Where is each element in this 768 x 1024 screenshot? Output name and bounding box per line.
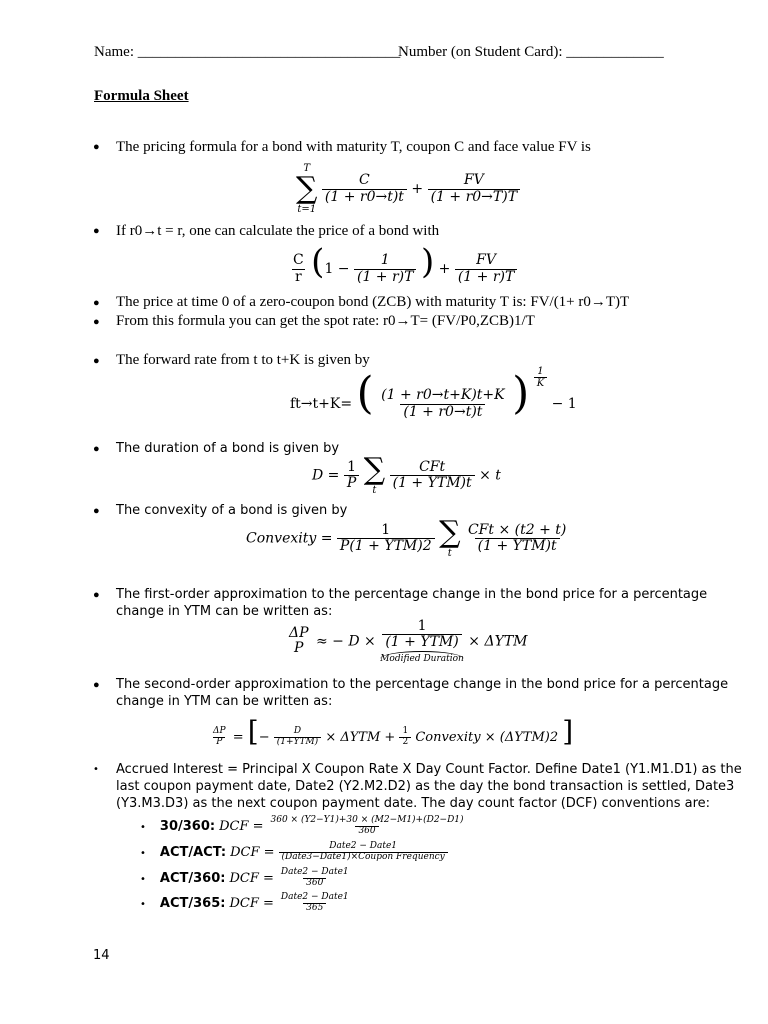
dcf-fraction: $\frac{360 \times (Y2-Y1)+30 \times (M2-M1)+(D2-D1)}{360}$	[270, 815, 464, 836]
first-order-text-2: change in YTM can be written as:	[116, 604, 333, 619]
bullet: ●	[93, 297, 100, 309]
dcf-lhs: DCF =	[219, 819, 264, 835]
dcf-lhs: DCF =	[230, 845, 275, 861]
spot-rate-text: From this formula you can get the spot rate: r0→T= (FV/P0,ZCB)1/T	[116, 313, 535, 329]
dcf-label: ACT/360:	[159, 871, 226, 887]
second-order-formula: $\frac{\Delta P}{P}$ = [− $\frac{D}{\text{(1+YTM)}}$ × ΔYTM + $\frac{1}{2}$ Convexity × (ΔYTM)2 ]	[213, 715, 574, 748]
bond-pricing-text: The pricing formula for a bond with maturity T, coupon C and face value FV is	[116, 139, 591, 155]
bullet: ●	[93, 316, 100, 328]
dcf-fraction: $\frac{\text{Date2 − Date1}}{\text{(Date3−Date1)×Coupon Frequency}}$	[279, 842, 448, 863]
bullet: ●	[93, 141, 100, 153]
bullet: •	[140, 848, 146, 860]
convexity-text: The convexity of a bond is given by	[116, 503, 348, 518]
student-number-label: Number (on Student Card): _____________	[398, 44, 664, 60]
dcf-item	[140, 868, 352, 889]
dcf-item	[140, 816, 467, 837]
bond-pricing-formula: T ∑ t=1 $\frac{C}{(1 + r0\to t)t}$ + $\frac{FV}{(1 + r0\to T)T}$	[296, 163, 520, 215]
first-order-text-1: The first-order approximation to the percentage change in the bond price for a percentage	[116, 587, 708, 602]
duration-formula: D = $\frac{1}{P}$ ∑ t $\frac{\text{CFt}}{\text{(1 + YTM)t}}$ × t	[312, 452, 501, 496]
bullet: ●	[93, 679, 100, 691]
dcf-fraction: $\frac{\text{Date2 − Date1}}{360}$	[280, 867, 349, 888]
dcf-label: ACT/365:	[159, 896, 226, 912]
first-order-formula: ΔP P ≈ − D × $\frac{1}{\text{(1 + YTM)}}$ Modified Duration × ΔYTM	[289, 618, 528, 664]
dcf-lhs: DCF =	[229, 896, 274, 912]
annuity-formula: $\frac{C}{r}$ (1 − $\frac{1}{(1 + r)T}$ ) + $\frac{FV}{(1 + r)T}$	[290, 245, 517, 285]
dcf-label: ACT/ACT:	[159, 845, 227, 861]
bullet: ●	[93, 589, 100, 601]
duration-text: The duration of a bond is given by	[116, 441, 340, 456]
second-order-text-2: change in YTM can be written as:	[116, 694, 333, 709]
forward-rate-formula: ft→t+K= ( $\frac{(1 + r0\to t+K)t+K}{(1 + r0\to t)t}$ ) $\frac{1}{K}$ − 1	[290, 366, 577, 420]
forward-rate-text: The forward rate from t to t+K is given by	[116, 352, 370, 368]
page-title: Formula Sheet	[94, 88, 189, 104]
dcf-lhs: DCF =	[229, 871, 274, 887]
bullet: ●	[93, 355, 100, 367]
dcf-item	[140, 842, 448, 863]
dcf-item	[140, 893, 352, 914]
bullet: ●	[93, 443, 100, 455]
bullet: ●	[93, 225, 100, 237]
page-number: 14	[93, 948, 110, 963]
accrued-text-3: (Y3.M3.D3) as the next coupon payment date. The day count factor (DCF) conventions are:	[116, 796, 711, 811]
bullet: •	[93, 764, 99, 775]
bullet: •	[140, 874, 146, 886]
bullet: •	[140, 899, 146, 911]
convexity-formula: Convexity = $\frac{1}{\text{P(1 + YTM)2}}$ ∑ t $\frac{\text{CFt × (t2 + t)}}{\text{(1 + YTM)t}}$	[246, 515, 567, 559]
zcb-price-text: The price at time 0 of a zero-coupon bond (ZCB) with maturity T is: FV/(1+ r0→T)T	[116, 294, 630, 310]
accrued-text-2: last coupon payment date, Date2 (Y2.M2.D2) as the day the bond transaction is settled, Date3	[116, 779, 735, 794]
if-rate-text: If r0→t = r, one can calculate the price of a bond with	[116, 223, 440, 239]
dcf-label: 30/360:	[159, 819, 216, 835]
name-field-label: Name: ___________________________________	[94, 44, 401, 60]
bullet: •	[140, 822, 146, 834]
second-order-text-1: The second-order approximation to the percentage change in the bond price for a percentage	[116, 677, 729, 692]
bullet: ●	[93, 505, 100, 517]
accrued-text-1: Accrued Interest = Principal X Coupon Rate X Day Count Factor. Define Date1 (Y1.M1.D1) as the	[116, 762, 742, 777]
dcf-fraction: $\frac{\text{Date2 − Date1}}{365}$	[280, 892, 349, 913]
